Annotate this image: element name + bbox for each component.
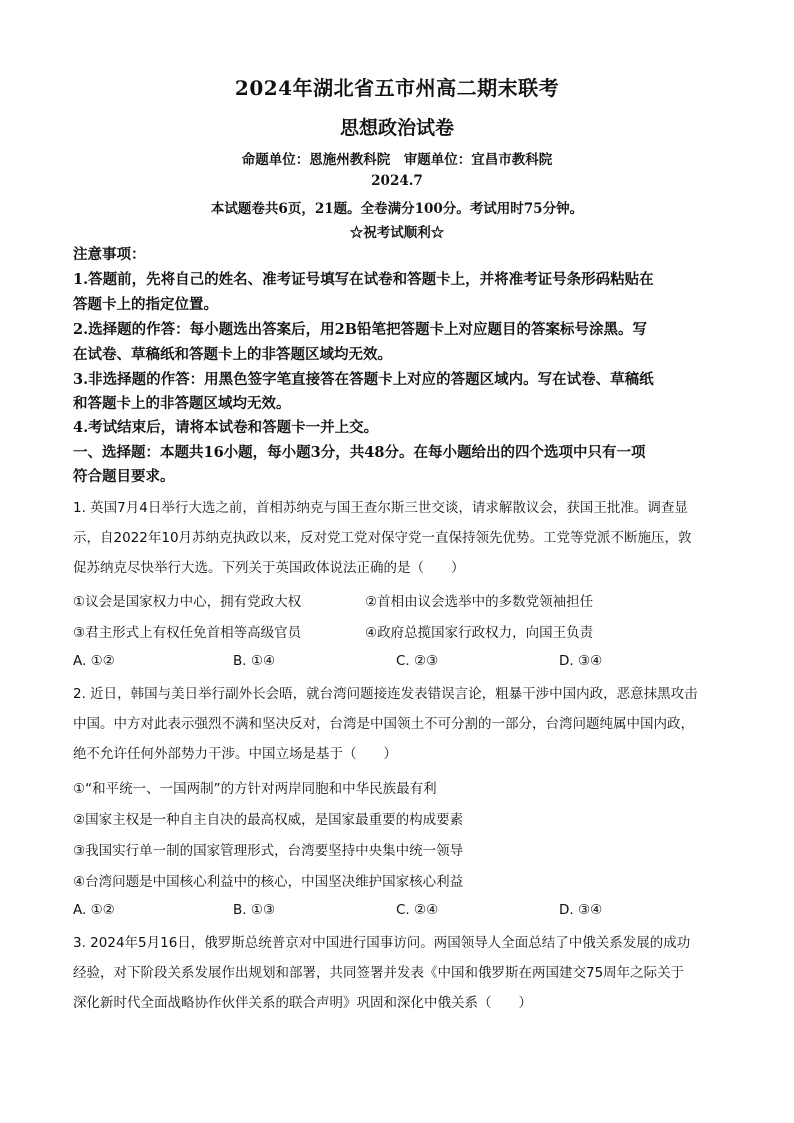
authoring-units: 命题单位：恩施州教科院 审题单位：宜昌市教科院: [241, 152, 553, 168]
q1-option-c[interactable]: C. ②③: [396, 653, 439, 669]
q2-option-d[interactable]: D. ③④: [559, 902, 603, 918]
q3-stem-line: 深化新时代全面战略协作伙伴关系的联合声明》巩固和深化中俄关系（ ）: [73, 995, 532, 1011]
subject-title: 思想政治试卷: [339, 117, 454, 139]
notes-line: 在试卷、草稿纸和答题卡上的非答题区域均无效。: [73, 346, 392, 363]
q2-option-c[interactable]: C. ②④: [396, 902, 439, 918]
q1-statement: ①议会是国家权力中心，拥有党政大权: [73, 594, 302, 610]
q1-statement: ②首相由议会选举中的多数党领袖担任: [365, 594, 594, 610]
q1-stem-line: 示，自2022年10月苏纳克执政以来，反对党工党对保守党一直保持领先优势。工党等党派不断施压，敦: [73, 530, 692, 546]
q3-stem-line: 经验，对下阶段关系发展作出规划和部署，共同签署并发表《中国和俄罗斯在两国建交75周年之际关于: [73, 965, 685, 981]
q1-option-d[interactable]: D. ③④: [559, 653, 603, 669]
exam-title: 2024年湖北省五市州高二期末联考: [234, 76, 560, 100]
exam-info: 本试题卷共6页，21题。全卷满分100分。考试用时75分钟。: [210, 201, 584, 217]
section-heading: 符合题目要求。: [73, 468, 175, 485]
q2-statement: ①“和平统一、一国两制”的方针对两岸同胞和中华民族最有利: [73, 781, 437, 797]
notes-heading: 注意事项：: [73, 246, 146, 263]
good-luck-line: ☆祝考试顺利☆: [349, 225, 445, 241]
q2-stem-line: 2. 近日，韩国与美日举行副外长会晤，就台湾问题接连发表错误言论，粗暴干涉中国内政，恶意抹黑攻击: [73, 686, 698, 702]
q2-option-a[interactable]: A. ①②: [73, 902, 115, 918]
q2-stem-line: 绝不允许任何外部势力干涉。中国立场是基于（ ）: [73, 746, 397, 762]
q3-stem-line: 3. 2024年5月16日，俄罗斯总统普京对中国进行国事访问。两国领导人全面总结了中俄关系发展的成功: [73, 935, 691, 951]
section-heading: 一、选择题：本题共16小题，每小题3分，共48分。在每小题给出的四个选项中只有一项: [73, 444, 646, 461]
q1-statement: ③君主形式上有权任免首相等高级官员: [73, 625, 302, 641]
q1-statement: ④政府总揽国家行政权力，向国王负责: [365, 625, 594, 641]
q2-stem-line: 中国。中方对此表示强烈不满和坚决反对，台湾是中国领土不可分割的一部分，台湾问题纯属中国内政，: [73, 716, 694, 732]
notes-line: 和答题卡上的非答题区域均无效。: [73, 395, 291, 412]
notes-line: 3.非选择题的作答：用黑色签字笔直接答在答题卡上对应的答题区域内。写在试卷、草稿纸: [73, 371, 654, 388]
q2-statement: ④台湾问题是中国核心利益中的核心，中国坚决维护国家核心利益: [73, 874, 464, 890]
exam-date: 2024.7: [371, 173, 423, 189]
q2-option-b[interactable]: B. ①③: [233, 902, 276, 918]
q1-stem-line: 1. 英国7月4日举行大选之前，首相苏纳克与国王查尔斯三世交谈，请求解散议会，获国王批准。调查显: [73, 500, 688, 516]
q1-option-a[interactable]: A. ①②: [73, 653, 115, 669]
q1-stem-line: 促苏纳克尽快举行大选。下列关于英国政体说法正确的是（ ）: [73, 560, 465, 576]
notes-line: 答题卡上的指定位置。: [73, 296, 218, 313]
notes-line: 2.选择题的作答：每小题选出答案后，用2B铅笔把答题卡上对应题目的答案标号涂黑。写: [73, 321, 647, 338]
notes-line: 4.考试结束后，请将本试卷和答题卡一并上交。: [73, 419, 379, 436]
q2-statement: ②国家主权是一种自主自决的最高权威，是国家最重要的构成要素: [73, 812, 464, 828]
q1-option-b[interactable]: B. ①④: [233, 653, 276, 669]
q2-statement: ③我国实行单一制的国家管理形式，台湾要坚持中央集中统一领导: [73, 843, 464, 859]
notes-line: 1.答题前，先将自己的姓名、准考证号填写在试卷和答题卡上，并将准考证号条形码粘贴在: [73, 271, 654, 288]
